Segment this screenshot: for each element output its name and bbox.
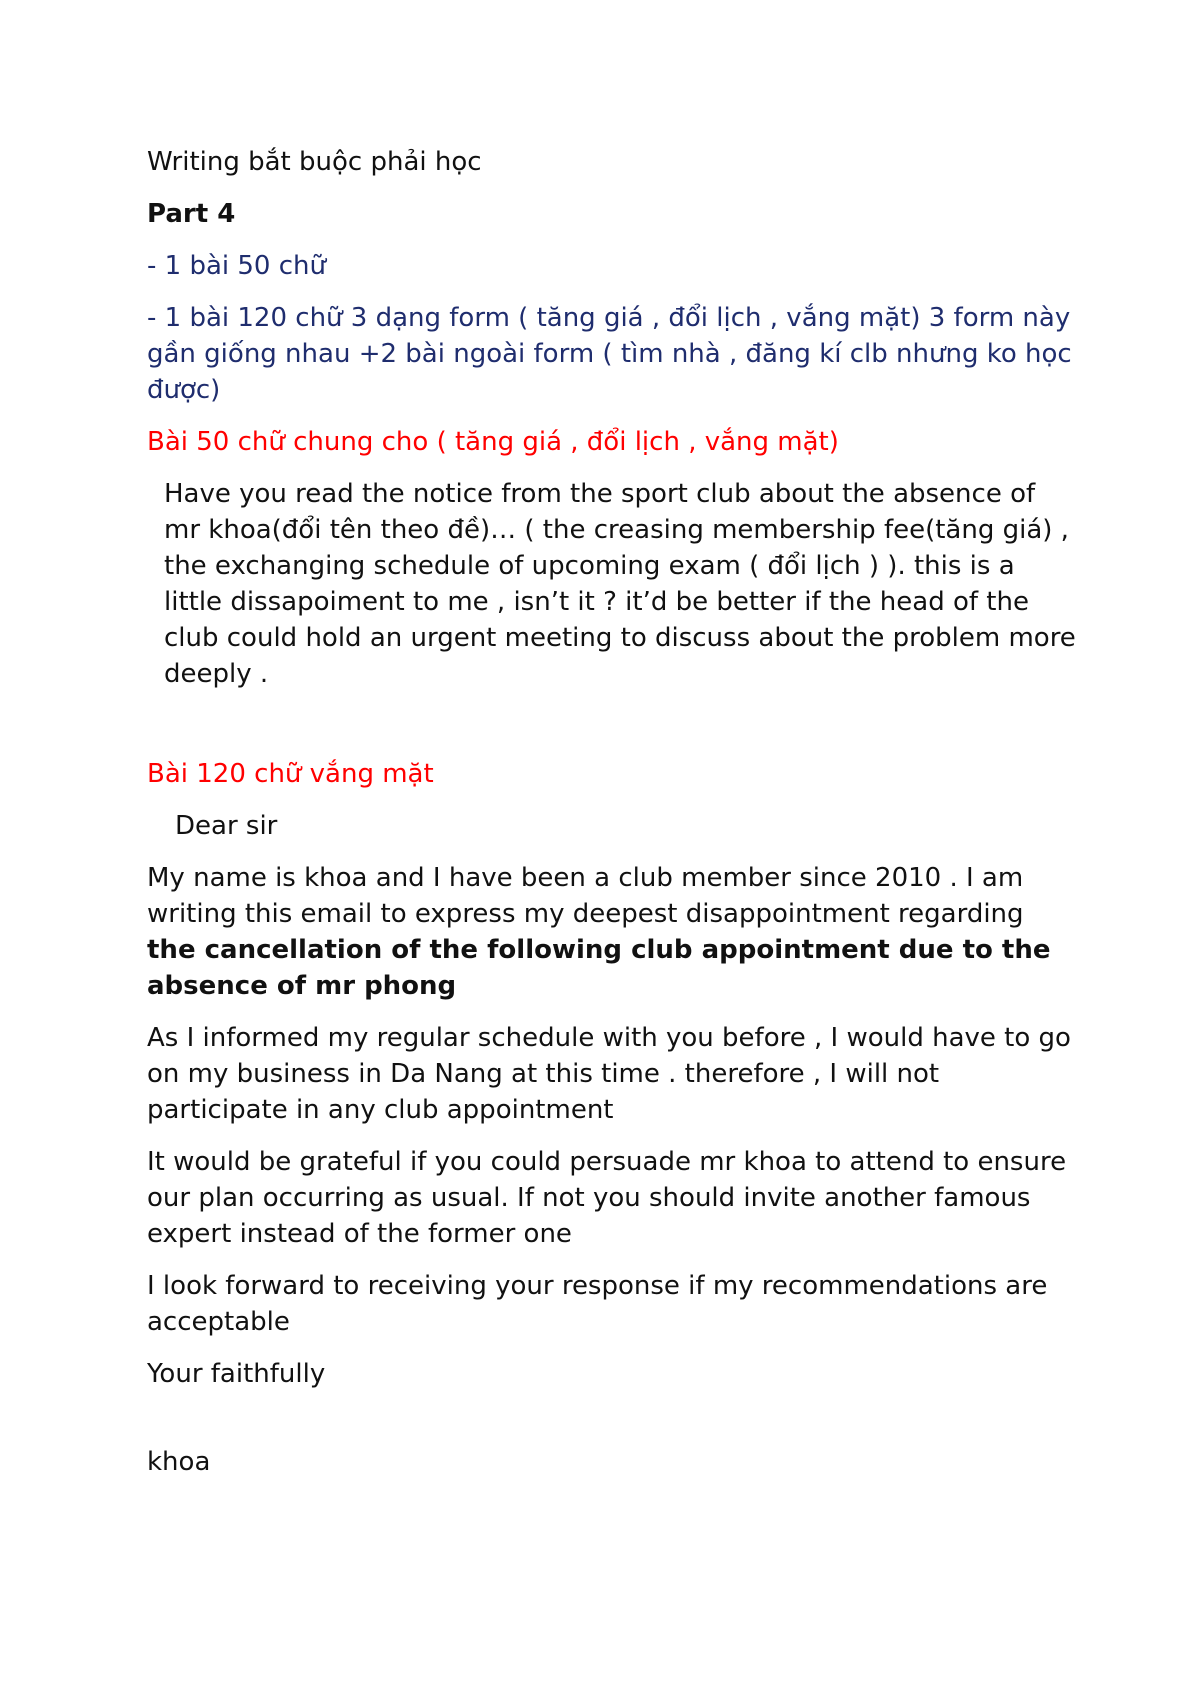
letter-signature: khoa bbox=[147, 1447, 211, 1477]
section-heading-120-words: Bài 120 chữ vắng mặt bbox=[147, 759, 434, 789]
letter-paragraph-3: It would be grateful if you could persuade mr khoa to attend to ensure our plan occurring as usual. If not you should invite another famous expert instead of the former one bbox=[147, 1147, 1067, 1249]
list-item-50-words: - 1 bài 50 chữ bbox=[147, 251, 326, 281]
letter-paragraph-1-bold: the cancellation of the following club appointment due to the absence of mr phong bbox=[147, 935, 1051, 1001]
section-heading-50-words: Bài 50 chữ chung cho ( tăng giá , đổi lịch , vắng mặt) bbox=[147, 427, 839, 457]
letter-salutation: Dear sir bbox=[175, 811, 278, 841]
letter-paragraph-1-text: My name is khoa and I have been a club member since 2010 . I am writing this email to express my deepest disappointment regarding bbox=[147, 863, 1024, 929]
letter-paragraph-2: As I informed my regular schedule with you before , I would have to go on my business in Da Nang at this time . therefore , I will not participate in any club appointment bbox=[147, 1023, 1071, 1125]
document-title: Writing bắt buộc phải học bbox=[147, 147, 482, 177]
spacer bbox=[147, 708, 1077, 756]
document-page bbox=[147, 144, 1077, 1496]
letter-closing: Your faithfully bbox=[147, 1359, 326, 1389]
spacer bbox=[147, 1408, 1077, 1444]
letter-paragraph-1 bbox=[147, 860, 1077, 1004]
part-heading: Part 4 bbox=[147, 199, 236, 229]
letter-paragraph-4: I look forward to receiving your response if my recommendations are acceptable bbox=[147, 1271, 1048, 1337]
list-item-120-words: - 1 bài 120 chữ 3 dạng form ( tăng giá , đổi lịch , vắng mặt) 3 form này gần giống nhau +2 bài ngoài form ( tìm nhà , đăng kí clb nhưng ko học được) bbox=[147, 303, 1072, 405]
essay-50-words-paragraph: Have you read the notice from the sport club about the absence of mr khoa(đổi tên theo đề)… ( the creasing membership fee(tăng giá) , the exchanging schedule of upcoming exam ( đổi lịch ) ). this is a little dissapoiment to me , isn’t it ? it’d be better if the head of the club could hold an urgent meeting to discuss about the problem more deeply . bbox=[164, 479, 1076, 689]
